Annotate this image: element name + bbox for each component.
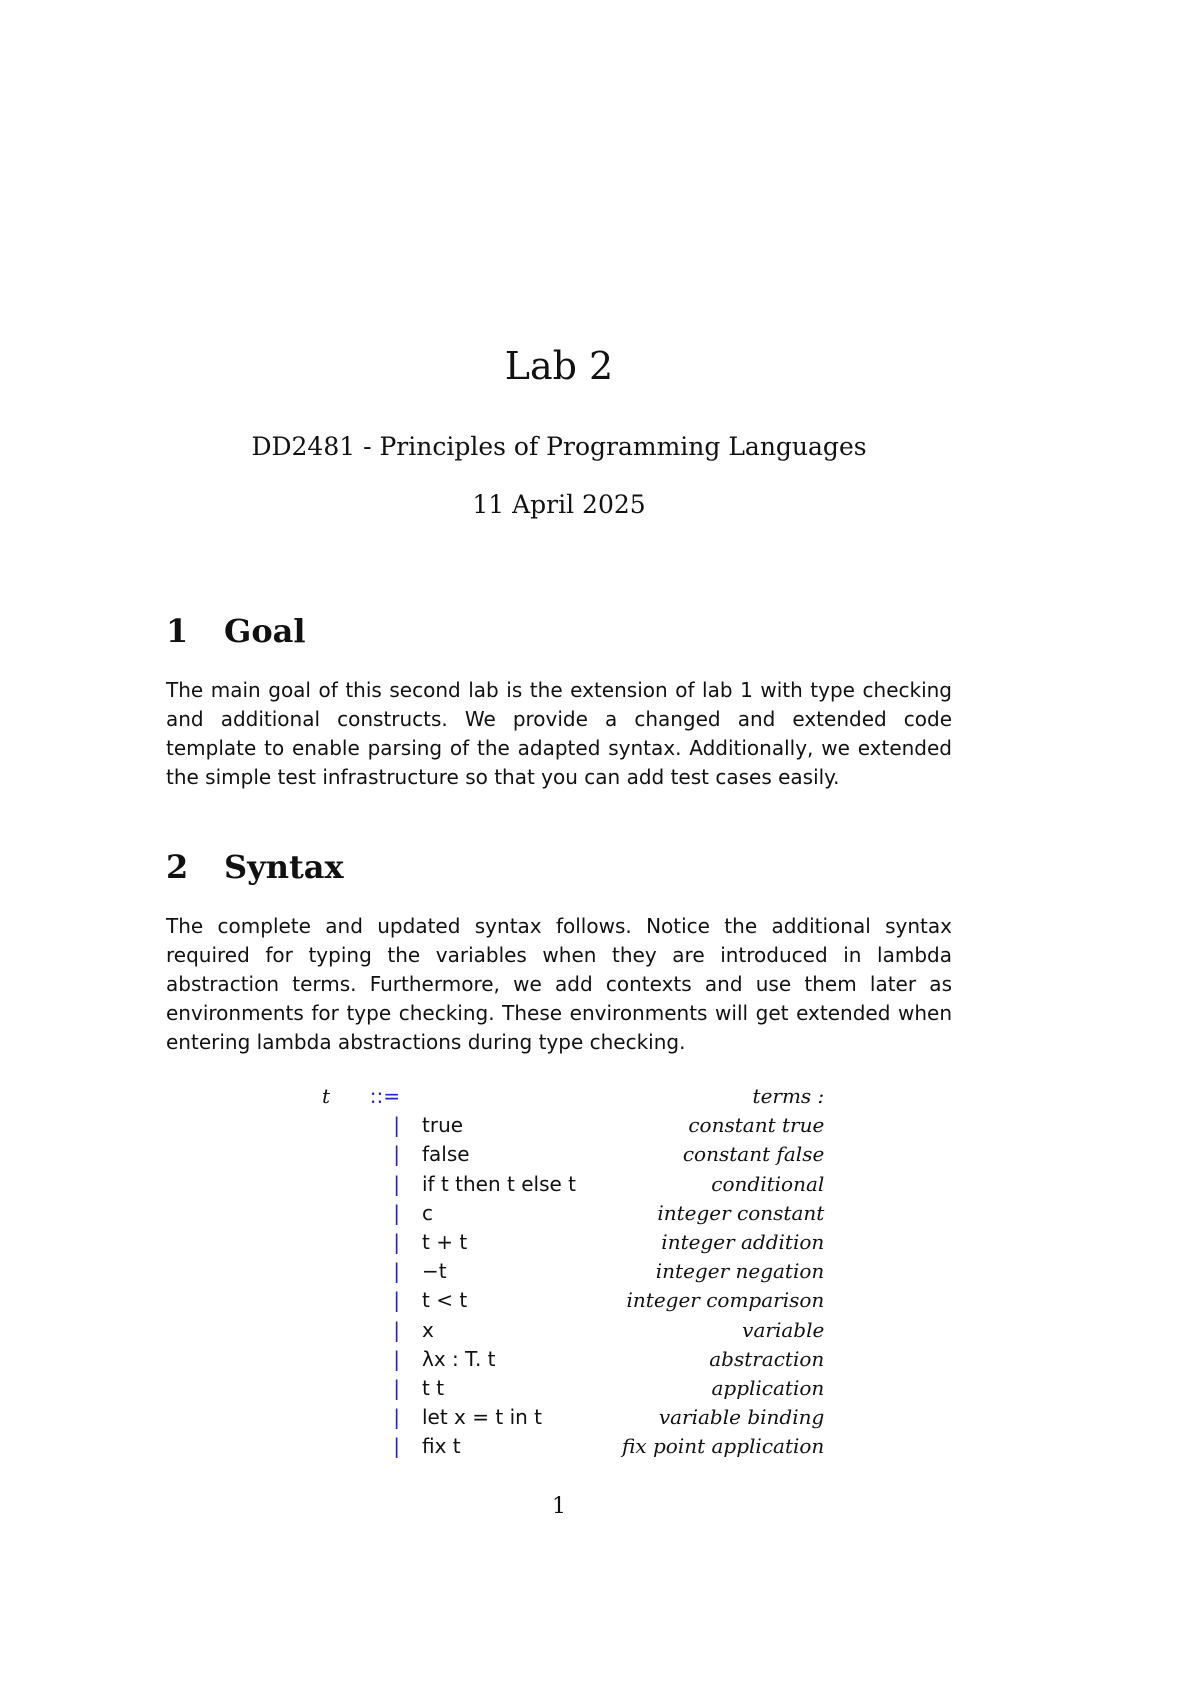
- grammar-symbol-empty: [322, 1403, 350, 1432]
- grammar-alternative-operator: |: [393, 1346, 400, 1371]
- grammar-term: t < t: [422, 1288, 468, 1313]
- grammar-symbol-empty: [322, 1140, 350, 1169]
- grammar-description: variable: [742, 1317, 825, 1342]
- section-number: 2: [166, 848, 189, 886]
- section-number: 1: [166, 612, 189, 650]
- grammar-alternative-operator: |: [393, 1317, 400, 1342]
- grammar-description: integer addition: [661, 1230, 825, 1255]
- grammar-symbol: t: [322, 1084, 331, 1108]
- grammar-symbol-empty: [322, 1286, 350, 1315]
- grammar-alternative-operator: |: [393, 1113, 400, 1138]
- section-heading-goal: [166, 612, 306, 650]
- grammar-description: constant true: [688, 1113, 825, 1138]
- grammar-term: c: [422, 1200, 433, 1225]
- grammar-term: fix t: [422, 1434, 461, 1459]
- grammar-description: fix point application: [622, 1434, 825, 1459]
- grammar-production-row: [322, 1374, 824, 1403]
- grammar-alternative-operator: |: [393, 1171, 400, 1196]
- document-date: 11 April 2025: [472, 490, 646, 519]
- section-title: Goal: [224, 612, 306, 650]
- grammar-symbol-empty: [322, 1432, 350, 1461]
- grammar-term: let x = t in t: [422, 1405, 542, 1430]
- grammar-alternative-operator: |: [393, 1200, 400, 1225]
- grammar-symbol-empty: [322, 1170, 350, 1199]
- grammar-production-row: [322, 1345, 824, 1374]
- grammar-alternative-operator: |: [393, 1288, 400, 1313]
- grammar-alternative-operator: |: [393, 1230, 400, 1255]
- grammar-alternative-operator: |: [393, 1376, 400, 1401]
- grammar-table: [322, 1082, 824, 1462]
- grammar-production-row: [322, 1170, 824, 1199]
- grammar-term: true: [422, 1113, 464, 1138]
- grammar-term: false: [422, 1142, 470, 1167]
- section-paragraph-syntax: The complete and updated syntax follows. Notice the additional syntax required for typing the variables when they are introduced in lambda abstraction terms. Furthermore, we add contexts and use them later as environments for type checking. These environments will get extended when entering lambda abstractions during type checking.: [166, 914, 952, 1054]
- grammar-description: constant false: [682, 1142, 825, 1167]
- grammar-production-row: [322, 1199, 824, 1228]
- grammar-production-row: [322, 1228, 824, 1257]
- grammar-alternative-operator: |: [393, 1259, 400, 1284]
- grammar-production-row: [322, 1432, 824, 1461]
- section-paragraph-goal: The main goal of this second lab is the extension of lab 1 with type checking and additional constructs. We provide a changed and extended code template to enable parsing of the adapted syntax. Additionally, we extended the simple test infrastructure so that you can add test cases easily.: [166, 678, 952, 789]
- grammar-definition-operator: ::=: [369, 1084, 400, 1108]
- grammar-symbol-empty: [322, 1257, 350, 1286]
- grammar-description: conditional: [711, 1171, 825, 1196]
- grammar-production-row: [322, 1316, 824, 1345]
- grammar-symbol-empty: [322, 1111, 350, 1140]
- grammar-symbol-empty: [322, 1316, 350, 1345]
- grammar-symbol-empty: [322, 1228, 350, 1257]
- grammar-alternative-operator: |: [393, 1405, 400, 1430]
- grammar-description: integer comparison: [626, 1288, 825, 1313]
- document-title: Lab 2: [504, 344, 614, 388]
- grammar-alternative-operator: |: [393, 1434, 400, 1459]
- grammar-alternative-operator: |: [393, 1142, 400, 1167]
- grammar-description: integer constant: [657, 1200, 825, 1225]
- grammar-production-row: [322, 1403, 824, 1432]
- grammar-description: application: [711, 1376, 825, 1401]
- grammar-term: if t then t else t: [422, 1171, 576, 1196]
- document-subtitle: DD2481 - Principles of Programming Languages: [251, 432, 867, 461]
- grammar-term: [422, 1082, 622, 1111]
- grammar-term: t t: [422, 1376, 445, 1401]
- grammar-symbol-empty: [322, 1345, 350, 1374]
- grammar-production-row: [322, 1111, 824, 1140]
- grammar-production-row: [322, 1286, 824, 1315]
- grammar-symbol-empty: [322, 1374, 350, 1403]
- section-title: Syntax: [224, 848, 344, 886]
- grammar-term: λx : T. t: [422, 1346, 496, 1371]
- grammar-production-row: [322, 1140, 824, 1169]
- page-number: 1: [552, 1494, 566, 1519]
- grammar-production-row: [322, 1257, 824, 1286]
- grammar-term: x: [422, 1317, 434, 1342]
- grammar-description: abstraction: [709, 1346, 825, 1371]
- grammar-description: variable binding: [658, 1405, 825, 1430]
- grammar-header-row: [322, 1082, 824, 1111]
- grammar-term: t + t: [422, 1230, 468, 1255]
- grammar-symbol-empty: [322, 1199, 350, 1228]
- section-heading-syntax: [166, 848, 344, 886]
- grammar-category: terms :: [752, 1084, 825, 1108]
- grammar-term: −t: [422, 1259, 447, 1284]
- grammar-description: integer negation: [655, 1259, 825, 1284]
